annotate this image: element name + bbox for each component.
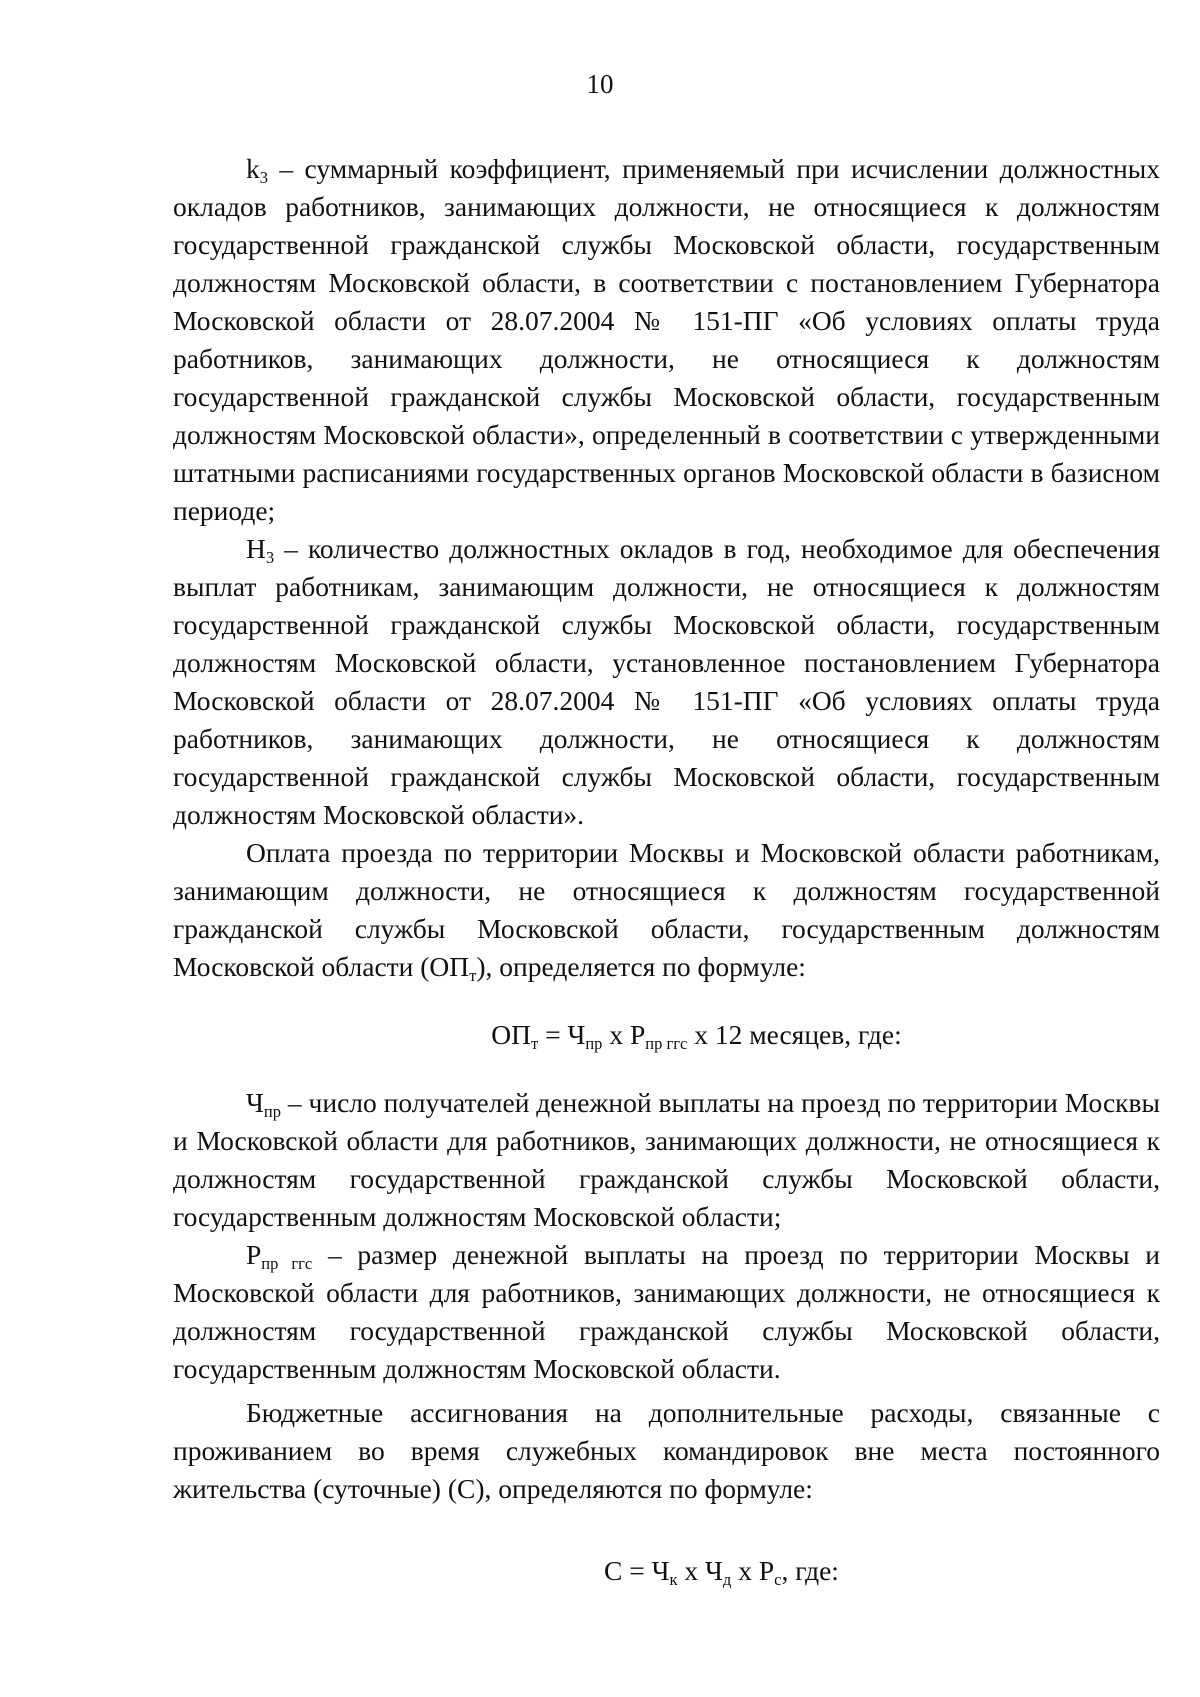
paragraph-chpr-definition — [173, 1084, 1160, 1236]
paragraph-travel-payment — [173, 834, 1160, 986]
symbol-subscript: т — [469, 965, 477, 985]
formula-subscript: пр ггс — [645, 1033, 688, 1053]
paragraph-text: Бюджетные ассигнования на дополнительные расходы, связанные с проживанием во время служебных командировок вне места постоянного жительства (суточные) (С), определяются по формуле: — [173, 1397, 1160, 1504]
formula-travel-payment — [173, 1016, 1160, 1054]
formula-part: х 12 месяцев, где: — [687, 1019, 902, 1050]
formula-per-diem — [173, 1552, 1160, 1590]
formula-part: х Р — [731, 1555, 775, 1586]
paragraph-text-tail: ), определяется по формуле: — [476, 951, 806, 982]
paragraph-text: – количество должностных окладов в год, необходимое для обеспечения выплат работникам, занимающим должности, не относящиеся к должностям государственной гражданской службы Московской области, государственным должностям Московской области, установленное постановлением Губернатора Московской области от 28.07.2004 № 151-ПГ «Об условиях оплаты труда работников, занимающих должности, не относящиеся к должностям государственной гражданской службы Московской области, государственным должностям Московской области». — [173, 533, 1160, 830]
symbol-subscript: 3 — [259, 167, 268, 187]
paragraph-rprggs-definition — [173, 1236, 1160, 1388]
formula-part: С = Ч — [604, 1555, 670, 1586]
paragraph-text: – размер денежной выплаты на проезд по территории Москвы и Московской области для работников, занимающих должности, не относящиеся к должностям государственной гражданской службы Московской области, государственным должностям Московской области. — [173, 1239, 1160, 1384]
symbol-subscript: 3 — [265, 547, 275, 567]
formula-subscript: т — [530, 1033, 539, 1053]
formula-part: х Ч — [677, 1555, 723, 1586]
paragraph-k3-definition — [173, 150, 1160, 530]
formula-subscript: пр — [585, 1033, 603, 1053]
paragraph-text: – число получателей денежной выплаты на проезд по территории Москвы и Московской области для работников, занимающих должности, не относящиеся к должностям государственной гражданской службы Московской области, государственным должностям Московской области; — [173, 1087, 1160, 1232]
paragraph-text: Оплата проезда по территории Москвы и Московской области работникам, занимающим должности, не относящиеся к должностям государственной гражданской службы Московской области, государственным должностям Московской области (ОП — [173, 837, 1160, 982]
symbol-k: k — [246, 153, 260, 184]
formula-part: , где: — [781, 1555, 839, 1586]
symbol-r: Р — [246, 1239, 262, 1270]
page-number: 10 — [586, 69, 614, 99]
paragraph-per-diem — [173, 1394, 1160, 1508]
formula-subscript: д — [722, 1569, 732, 1589]
document-body — [173, 150, 1160, 1590]
symbol-subscript: пр — [263, 1101, 281, 1121]
symbol-ch: Ч — [246, 1087, 264, 1118]
formula-part: х Р — [602, 1019, 646, 1050]
formula-part: = Ч — [538, 1019, 586, 1050]
formula-subscript: с — [774, 1569, 782, 1589]
symbol-n: Н — [246, 533, 266, 564]
formula-part: ОП — [491, 1019, 531, 1050]
paragraph-text: – суммарный коэффициент, применяемый при исчислении должностных окладов работников, занимающих должности, не относящиеся к должностям государственной гражданской службы Московской области, государственным должностям Московской области, в соответствии с постановлением Губернатора Московской области от 28.07.2004 № 151-ПГ «Об условиях оплаты труда работников, занимающих должности, не относящиеся к должностям государственной гражданской службы Московской области, государственным должностям Московской области», определенный в соответствии с утвержденными штатными расписаниями государственных органов Московской области в базисном периоде; — [173, 153, 1160, 526]
formula-subscript: к — [669, 1569, 678, 1589]
paragraph-n3-definition — [173, 530, 1160, 834]
symbol-subscript: пр ггс — [261, 1253, 313, 1273]
